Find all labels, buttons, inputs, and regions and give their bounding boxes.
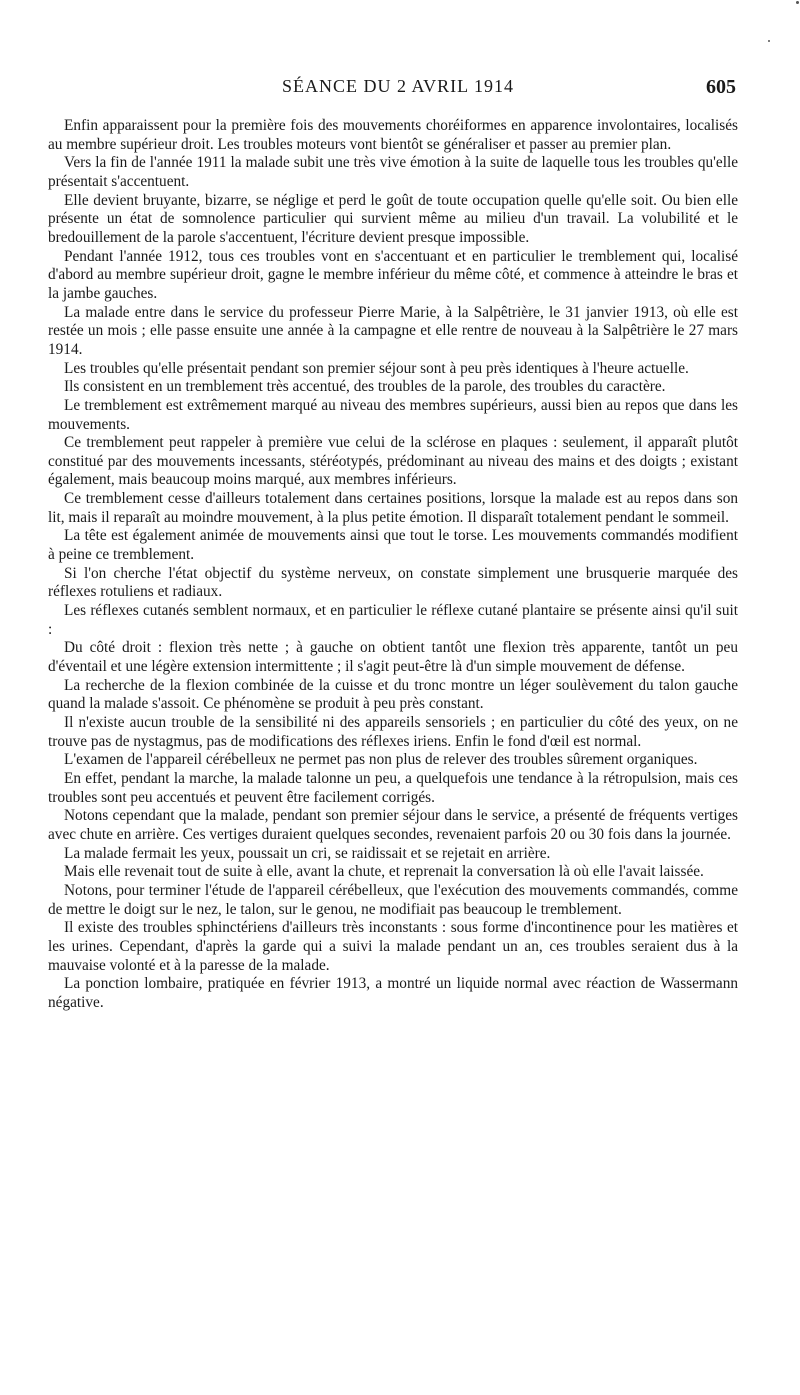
paragraph: L'examen de l'appareil cérébelleux ne permet pas non plus de relever des troubles sûrement organiques. [64,751,698,769]
paragraph: La ponction lombaire, pratiquée en février 1913, a montré un liquide normal avec réaction de Wassermann négative. [48,975,738,1011]
paragraph: Si l'on cherche l'état objectif du système nerveux, on constate simplement une brusquerie marquée des réflexes rotuliens et radiaux. [48,564,738,601]
paragraph: Le tremblement est extrêmement marqué au niveau des membres supérieurs, aussi bien au repos que dans les mouvements. [48,396,738,433]
paragraph: Ils consistent en un tremblement très accentué, des troubles de la parole, des troubles du caractère. [64,378,666,396]
paragraph: La malade entre dans le service du professeur Pierre Marie, à la Salpêtrière, le 31 janvier 1913, où elle est restée un mois ; elle passe ensuite une année à la campagne et elle rentre de nouveau à la Salpêtrière le 27 mars 1914. [48,303,738,358]
paragraph: Pendant l'année 1912, tous ces troubles vont en s'accentuant et en particulier le tremblement qui, localisé d'abord au membre supérieur droit, gagne le membre inférieur du même côté, et commence à atteindre le bras et la jambe gauches. [48,247,738,302]
body-text [48,117,738,1013]
paragraph: Il n'existe aucun trouble de la sensibilité ni des appareils sensoriels ; en particulier du côté des yeux, on ne trouve pas de nystagmus, pas de modifications des réflexes iriens. Enfin le fond d'œil est normal. [48,714,738,750]
scan-speck [768,40,770,42]
paragraph: Du côté droit : flexion très nette ; à gauche on obtient tantôt une flexion très apparente, tantôt un peu d'éventail et une légère extension intermittente ; il s'agit peut-être là d'un simple mouvement de défense. [48,639,738,676]
paragraph: En effet, pendant la marche, la malade talonne un peu, a quelquefois une tendance à la rétropulsion, mais ces troubles sont peu accentués et peuvent être facilement corrigés. [48,769,738,806]
running-head: SÉANCE DU 2 AVRIL 1914 [281,76,514,96]
scan-speck [796,1,799,4]
paragraph: Il existe des troubles sphinctériens d'ailleurs très inconstants : sous forme d'incontinence pour les matières et les urines. Cependant, d'après la garde qui a suivi la malade pendant un an, ces troubles seraient dus à la mauvaise volonté et à la paresse de la malade. [48,919,738,974]
page-header [60,76,736,100]
paragraph: Vers la fin de l'année 1911 la malade subit une très vive émotion à la suite de laquelle tous les troubles qu'elle présentait s'accentuent. [48,154,738,190]
paragraph: La malade fermait les yeux, poussait un cri, se raidissait et se rejetait en arrière. [64,844,551,862]
paragraph: Les troubles qu'elle présentait pendant son premier séjour sont à peu près identiques à l'heure actuelle. [64,359,689,377]
paragraph: Ce tremblement cesse d'ailleurs totalement dans certaines positions, lorsque la malade est au repos dans son lit, mais il reparaît au moindre mouvement, à la plus petite émotion. Il disparaît totalement pendant le sommeil. [48,490,738,526]
paragraph: Mais elle revenait tout de suite à elle, avant la chute, et reprenait la conversation là où elle l'avait laissée. [64,863,704,881]
page-number: 605 [706,76,736,98]
paragraph: Les réflexes cutanés semblent normaux, et en particulier le réflexe cutané plantaire se présente ainsi qu'il suit : [48,602,738,638]
paragraph: La recherche de la flexion combinée de la cuisse et du tronc montre un léger soulèvement du talon gauche quand la malade s'assoit. Ce phénomène se produit à peu près constant. [48,676,738,713]
paragraph: Enfin apparaissent pour la première fois des mouvements choréiformes en apparence involontaires, localisés au membre supérieur droit. Les troubles moteurs vont bientôt se généraliser et passer au premier plan. [48,117,738,153]
paragraph: Elle devient bruyante, bizarre, se néglige et perd le goût de toute occupation quelle qu'elle soit. Ou bien elle présente un état de somnolence particulier qui survient même au milieu d'un travail. La volubilité et le bredouillement de la parole s'accentuent, l'écriture devient presque impossible. [48,191,738,246]
paragraph: Notons cependant que la malade, pendant son premier séjour dans le service, a présenté de fréquents vertiges avec chute en arrière. Ces vertiges duraient quelques secondes, revenaient parfois 20 ou 30 fois dans la journée. [48,807,738,843]
paragraph: Notons, pour terminer l'étude de l'appareil cérébelleux, que l'exécution des mouvements commandés, comme de mettre le doigt sur le nez, le talon, sur le genou, ne modifiait pas beaucoup le tremblement. [48,881,738,918]
paragraph: Ce tremblement peut rappeler à première vue celui de la sclérose en plaques : seulement, il apparaît plutôt constitué par des mouvements incessants, stéréotypés, prédominant au niveau des mains et des doigts ; existant également, mais beaucoup moins marqué, aux membres inférieurs. [48,434,738,489]
paragraph: La tête est également animée de mouvements ainsi que tout le torse. Les mouvements commandés modifient à peine ce tremblement. [48,527,738,564]
